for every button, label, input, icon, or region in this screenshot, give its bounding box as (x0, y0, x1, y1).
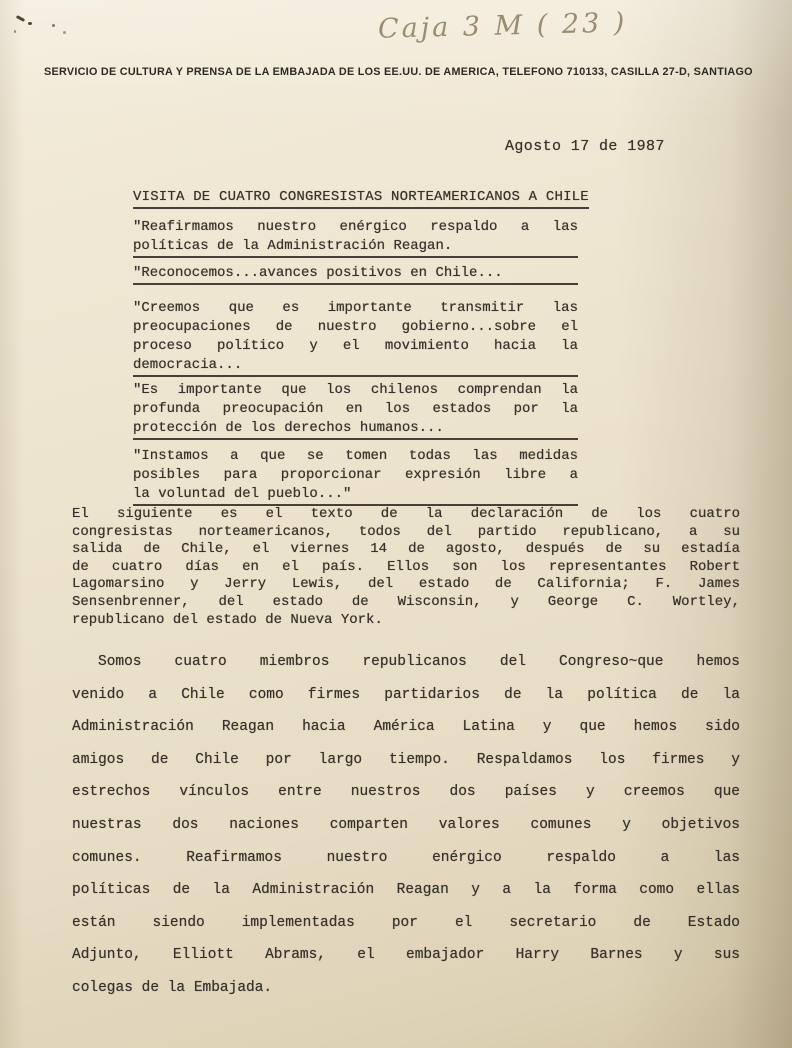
ink-mark (52, 24, 55, 27)
quote-line: democracia... (133, 357, 243, 373)
document-date: Agosto 17 de 1987 (505, 138, 665, 155)
ink-mark (16, 15, 25, 22)
quote-line: "Reafirmamos nuestro enérgico respaldo a las (133, 219, 578, 235)
paragraph-line: nuestras dos naciones comparten valores comunes y objetivos (72, 816, 740, 833)
pull-quote-5 (133, 447, 578, 506)
paragraph-line: republicano del estado de Nueva York. (72, 611, 383, 628)
quote-line: la voluntad del pueblo..." (133, 486, 352, 502)
paragraph-line: Somos cuatro miembros republicanos del Congreso~que hemos (98, 654, 740, 670)
paragraph-line: Administración Reagan hacia América Latina y que hemos sido (72, 719, 740, 736)
paragraph-line: El siguiente es el texto de la declaración de los cuatro (72, 506, 740, 522)
quote-line: posibles para proporcionar expresión libre a (133, 467, 578, 483)
ink-mark (14, 30, 16, 33)
paragraph-line: políticas de la Administración Reagan y a la forma como ellas (72, 882, 740, 899)
quote-line: preocupaciones de nuestro gobierno...sobre el (133, 319, 578, 335)
pull-quote-4 (133, 381, 578, 440)
paragraph-line: colegas de la Embajada. (72, 979, 273, 996)
pull-quote-3 (133, 299, 578, 377)
document-title: VISITA DE CUATRO CONGRESISTAS NORTEAMERICANOS A CHILE (133, 189, 589, 209)
quote-line: políticas de la Administración Reagan. (133, 238, 453, 254)
quote-line: protección de los derechos humanos... (133, 420, 444, 436)
quote-line: "Instamos a que se tomen todas las medidas (133, 448, 578, 464)
embassy-letterhead: SERVICIO DE CULTURA Y PRENSA DE LA EMBAJADA DE LOS EE.UU. DE AMERICA, TELEFONO 710133, CASILLA 27-D, SANTIAGO (44, 66, 753, 78)
pull-quote-1 (133, 218, 578, 258)
paragraph-line: de cuatro días en el país. Ellos son los representantes Robert (72, 558, 740, 575)
ink-mark (63, 31, 66, 34)
paragraph-line: estrechos vínculos entre nuestros dos países y creemos que (72, 784, 740, 801)
quote-line: "Es importante que los chilenos comprendan la (133, 382, 578, 398)
handwritten-archive-note: Caja 3 M ( 23 ) (377, 7, 628, 45)
paragraph-line: Lagomarsino y Jerry Lewis, del estado de California; F. James (72, 576, 740, 593)
paragraph-line: comunes. Reafirmamos nuestro enérgico respaldo a las (72, 849, 740, 866)
intro-paragraph (72, 506, 740, 629)
paragraph-line: congresistas norteamericanos, todos del partido republicano, a su (72, 523, 740, 540)
paragraph-line: venido a Chile como firmes partidarios de la política de la (72, 686, 740, 703)
quote-line: profunda preocupación en los estados por la (133, 401, 578, 417)
paragraph-line: amigos de Chile por largo tiempo. Respaldamos los firmes y (72, 751, 740, 768)
quote-line: "Creemos que es importante transmitir las (133, 300, 578, 316)
statement-paragraph (72, 646, 740, 1005)
paragraph-line: salida de Chile, el viernes 14 de agosto, después de su estadía (72, 541, 740, 558)
quote-line: "Reconocemos...avances positivos en Chile... (133, 265, 503, 281)
paragraph-line: Adjunto, Elliott Abrams, el embajador Harry Barnes y sus (72, 947, 740, 964)
pull-quote-2 (133, 264, 578, 285)
quote-line: proceso político y el movimiento hacia la (133, 338, 578, 354)
paragraph-line: Sensenbrenner, del estado de Wisconsin, y George C. Wortley, (72, 593, 740, 610)
paragraph-line: están siendo implementadas por el secretario de Estado (72, 914, 740, 931)
ink-mark (28, 22, 32, 25)
